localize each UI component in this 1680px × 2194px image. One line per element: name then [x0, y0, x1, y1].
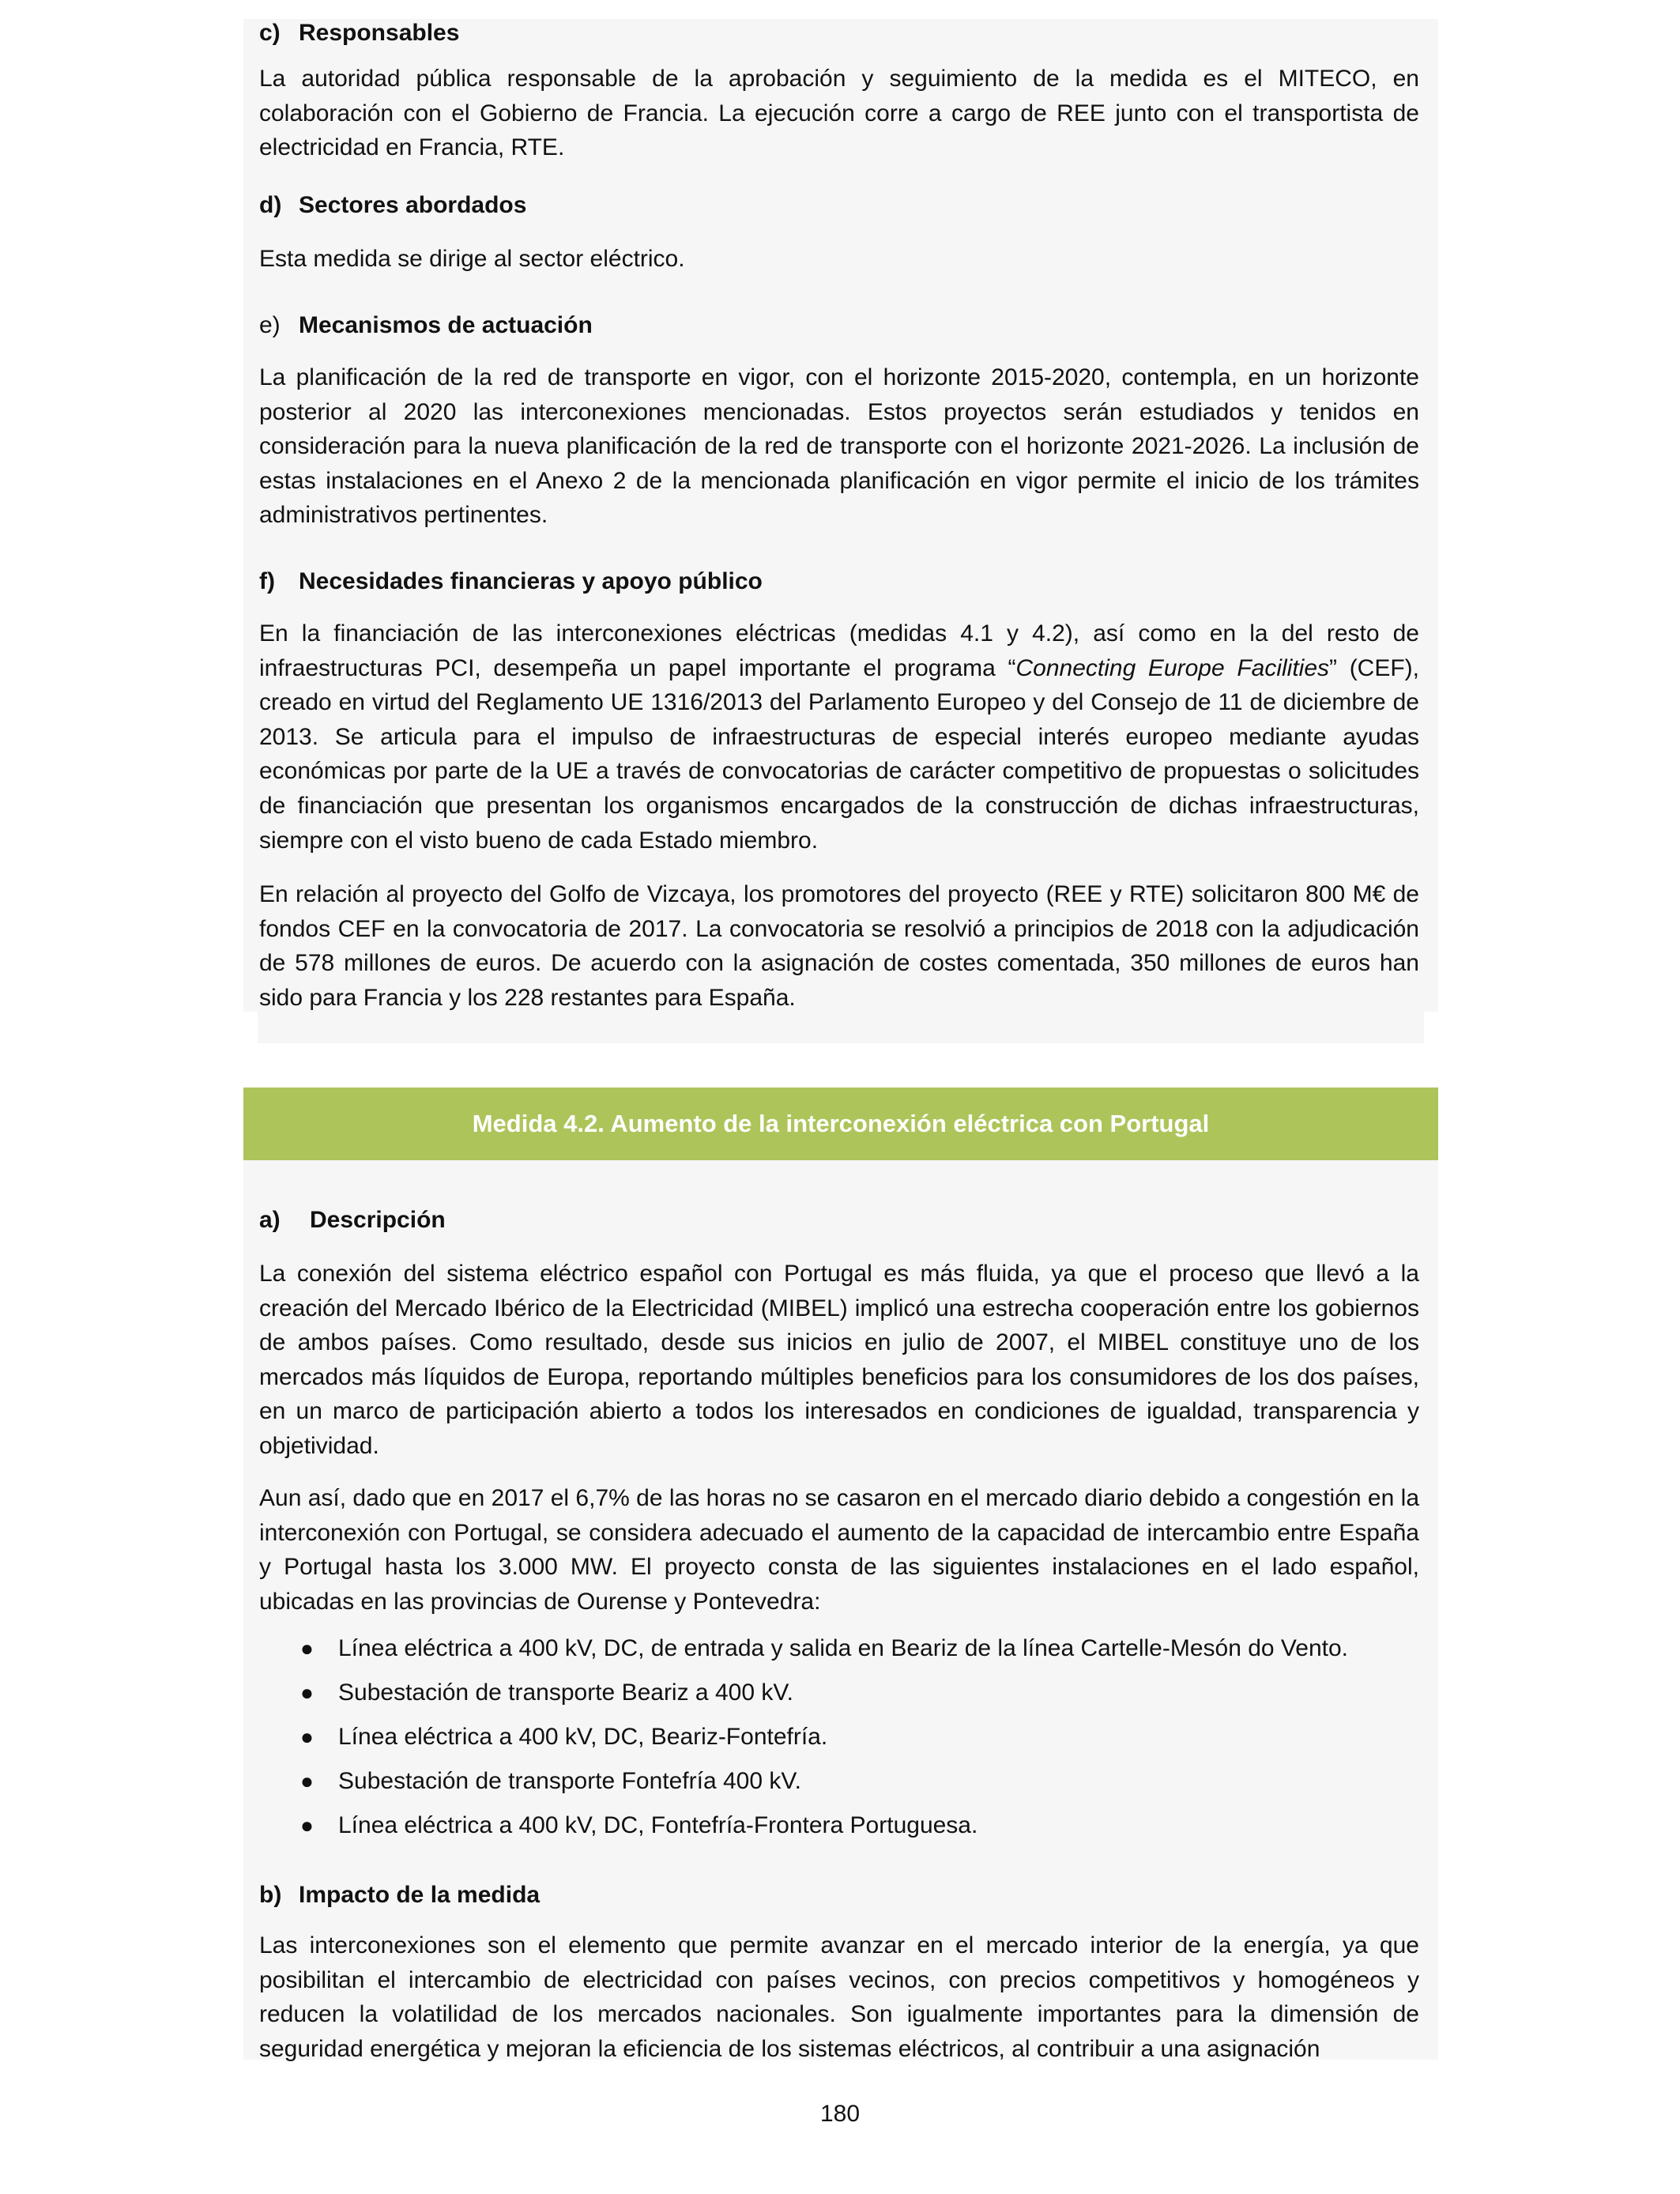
section-a-heading: [259, 1203, 446, 1238]
section-b-title: Impacto de la medida: [299, 1882, 541, 1908]
para-f1-before: En la financiación de las interconexiones eléctricas (medidas 4.1 y 4.2), así como en la del resto de infraestructuras PCI, desempeña un papel importante el programa “: [259, 620, 1419, 681]
section-e-heading: [259, 308, 593, 343]
section-c-paragraph: La autoridad pública responsable de la aprobación y seguimiento de la medida es el MITECO, en colaboración con el Gobierno de Francia. La ejecución corre a cargo de REE junto con el transportista de electricidad en Francia, RTE.: [259, 66, 1419, 161]
bullet-icon: ●: [300, 1813, 314, 1838]
page-number: 180: [819, 2101, 861, 2127]
list-item-text: Línea eléctrica a 400 kV, DC, Beariz-Fontefría.: [338, 1724, 828, 1750]
bullet-icon: ●: [300, 1680, 314, 1705]
bullet-icon: ●: [300, 1769, 314, 1793]
section-d-heading: [259, 188, 526, 223]
measure-4-1-panel-footer: [258, 1012, 1424, 1043]
section-d-label: d): [259, 192, 282, 218]
banner-title: Medida 4.2. Aumento de la interconexión eléctrica con Portugal: [472, 1110, 1210, 1137]
section-c-title: Responsables: [299, 20, 460, 46]
para-f1-after: ” (CEF), creado en virtud del Reglamento UE 1316/2013 del Parlamento Europeo y del Consejo de 11 de diciembre de 2013. Se articula para el impulso de infraestructuras de especial interés europeo mediante ayudas económicas por parte de la UE a través de convocatorias de carácter competitivo de propuestas o solicitudes de financiación que presentan los organismos encargados de la construcción de dichas infraestructuras, siempre con el visto bueno de cada Estado miembro.: [259, 654, 1420, 854]
list-item: [259, 1804, 1429, 1848]
section-b-heading: [259, 1878, 540, 1913]
section-f-title: Necesidades financieras y apoyo público: [299, 568, 763, 594]
measure-4-2-banner: [243, 1088, 1438, 1160]
section-b-label: b): [259, 1882, 282, 1908]
list-item: [259, 1759, 1429, 1804]
list-item-text: Línea eléctrica a 400 kV, DC, de entrada y salida en Beariz de la línea Cartelle-Mesón do Vento.: [338, 1635, 1349, 1661]
section-b-paragraph: Las interconexiones son el elemento que permite avanzar en el mercado interior de la energía, ya que posibilitan el intercambio de electricidad con países vecinos, con precios competitivos y homogéneos y reducen la volatilidad de los mercados nacionales. Son igualmente importantes para la dimensión de seguridad energética y mejoran la eficiencia de los sistemas eléctricos, al contribuir a una asignación: [259, 1932, 1419, 2062]
section-e-paragraph: La planificación de la red de transporte en vigor, con el horizonte 2015-2020, contempla, en un horizonte posterior al 2020 las interconexiones mencionadas. Estos proyectos serán estudiados y tenidos en consideración para la nueva planificación de la red de transporte con el horizonte 2021-2026. La inclusión de estas instalaciones en el Anexo 2 de la mencionada planificación en vigor permite el inicio de los trámites administrativos pertinentes.: [259, 364, 1419, 529]
list-item-text: Línea eléctrica a 400 kV, DC, Fontefría-Frontera Portuguesa.: [338, 1812, 978, 1838]
list-item: [259, 1671, 1429, 1715]
bullet-icon: ●: [300, 1725, 314, 1749]
section-e-title: Mecanismos de actuación: [299, 312, 593, 338]
bullet-icon: ●: [300, 1636, 314, 1661]
section-e-label: e): [259, 312, 281, 338]
installations-list: [259, 1627, 1429, 1848]
section-f-paragraph-2: En relación al proyecto del Golfo de Vizcaya, los promotores del proyecto (REE y RTE) solicitaron 800 M€ de fondos CEF en la convocatoria de 2017. La convocatoria se resolvió a principios de 2018 con la adjudicación de 578 millones de euros. De acuerdo con la asignación de costes comentada, 350 millones de euros han sido para Francia y los 228 restantes para España.: [259, 881, 1419, 1011]
list-item-text: Subestación de transporte Fontefría 400 kV.: [338, 1768, 801, 1794]
section-f-paragraph-1: [259, 616, 1419, 858]
section-c-heading: [259, 16, 459, 51]
list-item: [259, 1715, 1429, 1759]
section-f-heading: [259, 564, 763, 599]
section-a-paragraph-2: Aun así, dado que en 2017 el 6,7% de las horas no se casaron en el mercado diario debido a congestión en la interconexión con Portugal, se considera adecuado el aumento de la capacidad de intercambio entre España y Portugal hasta los 3.000 MW. El proyecto consta de las siguientes instalaciones en el lado español, ubicadas en las provincias de Ourense y Pontevedra:: [259, 1485, 1419, 1615]
list-item: [259, 1627, 1429, 1671]
section-d-paragraph: Esta medida se dirige al sector eléctrico.: [259, 246, 685, 272]
section-c-label: c): [259, 20, 281, 46]
section-d-title: Sectores abordados: [299, 192, 527, 218]
list-item-text: Subestación de transporte Beariz a 400 kV.: [338, 1679, 793, 1706]
section-a-paragraph-1: La conexión del sistema eléctrico español con Portugal es más fluida, ya que el proceso que llevó a la creación del Mercado Ibérico de la Electricidad (MIBEL) implicó una estrecha cooperación entre los gobiernos de ambos países. Como resultado, desde sus inicios en julio de 2007, el MIBEL constituye uno de los mercados más líquidos de Europa, reportando múltiples beneficios para los consumidores de los dos países, en un marco de participación abierto a todos los interesados en condiciones de igualdad, transparencia y objetividad.: [259, 1261, 1419, 1459]
section-a-label: a): [259, 1207, 281, 1233]
para-f1-program-name: Connecting Europe Facilities: [1015, 654, 1330, 681]
section-f-label: f): [259, 568, 275, 594]
section-a-title: Descripción: [310, 1207, 446, 1233]
